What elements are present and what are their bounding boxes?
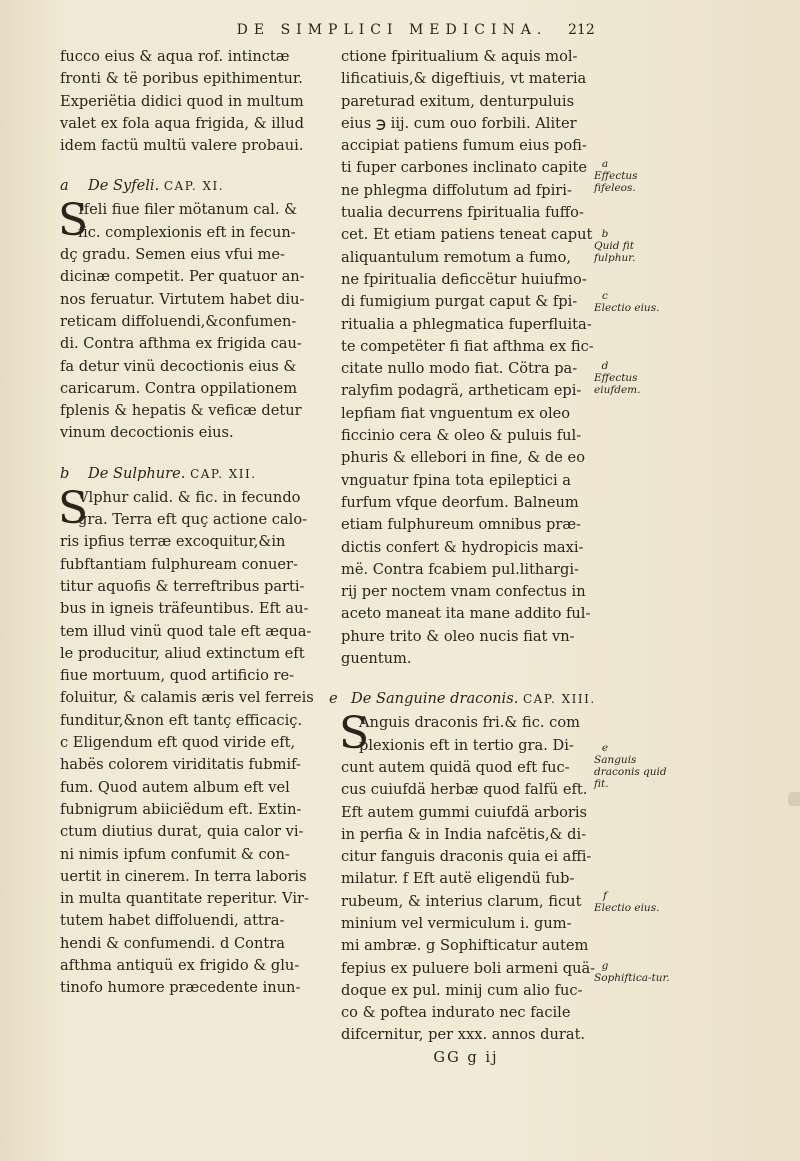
text-line: afthma antiquü ex frigido & glu- xyxy=(60,956,300,974)
text-line: vnguatur fpina tota epileptici a xyxy=(341,471,571,489)
text-line: fronti & të poribus epithimentur. xyxy=(60,70,303,88)
note-text: Effectus eiufdem. xyxy=(594,372,641,396)
text-line: më. Contra fcabiem pul.lithargi- xyxy=(341,560,579,578)
marginal-note-c xyxy=(594,290,674,314)
text-line: dictis confert & hydropicis maxi- xyxy=(341,538,584,556)
text-line: phuris & ellebori in fine, & de eo xyxy=(341,449,585,467)
text-line: mi ambræ. g Sophifticatur autem xyxy=(341,937,589,955)
marginal-note-a xyxy=(594,158,674,194)
drop-cap: S xyxy=(58,482,89,534)
text-line: ne phlegma diffolutum ad fpiri- xyxy=(341,181,572,199)
text-line: ti fuper carbones inclinato capite xyxy=(341,159,588,177)
text-line: minium vel vermiculum i. gum- xyxy=(341,914,572,932)
text-line: ctione fpiritualium & aquis mol- xyxy=(341,48,578,65)
chapter-number: CAP. XII. xyxy=(190,466,257,481)
note-letter: g xyxy=(601,960,609,972)
text-line: fum. Quod autem album eft vel xyxy=(60,778,290,796)
chapter-number: CAP. XIII. xyxy=(522,692,596,707)
text-line: in perfia & in India nafcëtis,& di- xyxy=(341,825,587,843)
text-line: doque ex pul. minij cum alio fuc- xyxy=(341,981,583,999)
text-line: ritualia a phlegmatica fuperfluita- xyxy=(341,315,592,333)
folio-number: 212 xyxy=(568,22,595,38)
text-line: reticam diffoluendi,&confumen- xyxy=(60,312,297,330)
text-line: bus in igneis träfeuntibus. Eft au- xyxy=(60,600,309,618)
left-column xyxy=(58,46,314,1000)
text-line: furfum vfque deorfum. Balneum xyxy=(341,493,579,511)
text-line: Experiëtia didici quod in multum xyxy=(60,92,304,110)
note-letter: e xyxy=(601,742,609,754)
text-line: citur fanguis draconis quia ei affi- xyxy=(341,848,592,866)
text-line: hendi & confumendi. d Contra xyxy=(60,934,285,952)
text-line: citate nullo modo fiat. Cötra pa- xyxy=(341,360,578,378)
drop-cap: S xyxy=(58,195,89,247)
text-line: plexionis eft in tertio gra. Di- xyxy=(359,736,574,754)
text-run: Anguis draconis fri.& fic. com xyxy=(359,714,580,732)
text-line: milatur. f Eft autë eligendü fub- xyxy=(341,870,575,888)
text-line: titur aquofis & terreftribus parti- xyxy=(60,577,305,595)
note-letter: b xyxy=(60,464,70,482)
drop-cap: S xyxy=(339,708,370,760)
text-line: c Eligendum eft quod viride eft, xyxy=(60,734,296,752)
note-text: Sanguis draconis quid fit. xyxy=(594,754,667,790)
note-text: Effectus fifeleos. xyxy=(594,170,638,194)
chapter-heading-sanguine xyxy=(329,686,596,712)
note-text: Electio eius. xyxy=(594,302,660,314)
text-line: idem factü multü valere probaui. xyxy=(60,137,304,155)
text-line: tualia decurrens fpiritualia fuffo- xyxy=(341,204,584,222)
text-line: fic. complexionis eft in fecun- xyxy=(78,223,296,241)
text-line: uertit in cinerem. In terra laboris xyxy=(60,867,307,885)
text-line: aliquantulum remotum a fumo, xyxy=(341,248,572,266)
text-line: eius ℈ iij. cum ouo forbili. Aliter xyxy=(341,114,577,132)
text-line: accipiat patiens fumum eius pofi- xyxy=(341,137,587,155)
text-line: vinum decoctionis eius. xyxy=(60,424,234,442)
text-line: gra. Terra eft quç actione calo- xyxy=(78,511,308,529)
text-line: fplenis & hepatis & veficæ detur xyxy=(60,402,302,420)
text-line: fa detur vinü decoctionis eius & xyxy=(60,357,297,375)
text-line: lificatiuis,& digeftiuis, vt materia xyxy=(341,70,587,88)
marginal-note-d xyxy=(594,360,674,396)
text-line: cet. Et etiam patiens teneat caput xyxy=(341,226,593,244)
text-run: Vlphur calid. & fic. in fecundo xyxy=(78,488,301,506)
text-line: tem illud vinü quod tale eft æqua- xyxy=(60,622,312,640)
note-letter: a xyxy=(60,177,69,195)
text-line: rubeum, & interius clarum, ficut xyxy=(341,892,582,910)
note-letter: f xyxy=(603,890,607,902)
text-line: pareturad exitum, denturpuluis xyxy=(341,92,575,110)
note-letter: e xyxy=(329,690,338,708)
marginal-note-e xyxy=(594,742,674,790)
running-head: DE SIMPLICI MEDICINA. xyxy=(236,22,548,38)
chapter-heading-syfeli xyxy=(60,173,310,199)
text-line: ficcinio cera & oleo & puluis ful- xyxy=(341,427,582,445)
chapter-title: De Syfeli. xyxy=(88,177,160,195)
note-letter: d xyxy=(601,360,609,372)
text-line: cunt autem quidä quod eft fuc- xyxy=(341,758,570,776)
text-line: te competëter fi fiat afthma ex fic- xyxy=(341,337,594,355)
text-line: dicinæ competit. Per quatuor an- xyxy=(60,268,305,286)
chapter-title: De Sanguine draconis. xyxy=(351,690,519,708)
text-line: fepius ex puluere boli armeni quä- xyxy=(341,959,596,977)
right-column xyxy=(329,46,596,1069)
note-letter: b xyxy=(601,228,609,240)
text-line: caricarum. Contra oppilationem xyxy=(60,379,298,397)
text-line: funditur,&non eft tantç efficaciç. xyxy=(60,711,303,729)
note-letter: a xyxy=(601,158,609,170)
text-line: fubnigrum abiiciëdum eft. Extin- xyxy=(60,800,302,818)
text-line: ni nimis ipfum confumit & con- xyxy=(60,845,290,863)
text-run: Ifeli fiue filer mötanum cal. & xyxy=(78,201,298,219)
text-line: ris ipfius terræ excoquitur,&in xyxy=(60,533,286,551)
text-line: lepfiam fiat vnguentum ex oleo xyxy=(341,404,571,422)
text-line: in multa quantitate reperitur. Vir- xyxy=(60,890,309,908)
text-line: co & poftea indurato nec facile xyxy=(341,1004,571,1022)
text-line: fiue mortuum, quod artificio re- xyxy=(60,667,295,685)
text-line: foluitur, & calamis æris vel ferreis xyxy=(60,689,314,707)
text-line: fubftantiam fulphuream conuer- xyxy=(60,555,298,573)
text-line: etiam fulphureum omnibus præ- xyxy=(341,516,581,534)
text-line: nos feruatur. Virtutem habet diu- xyxy=(60,290,305,308)
marginal-note-f xyxy=(594,890,674,914)
text-line: tutem habet diffoluendi, attra- xyxy=(60,912,285,930)
note-text: Sophiftica-tur. xyxy=(594,972,670,984)
text-line: aceto maneat ita mane addito ful- xyxy=(341,605,591,623)
text-line: ne fpiritualia deficcëtur huiufmo- xyxy=(341,270,587,288)
marginal-note-b xyxy=(594,228,674,264)
text-line: habës colorem viriditatis fubmif- xyxy=(60,756,301,774)
text-line: phure trito & oleo nucis fiat vn- xyxy=(341,627,575,645)
note-text: Electio eius. xyxy=(594,902,660,914)
chapter-heading-sulphure xyxy=(60,461,310,487)
signature-mark: GG g ij xyxy=(433,1048,499,1066)
text-line: valet ex fola aqua frigida, & illud xyxy=(60,114,304,132)
chapter-title: De Sulphure. xyxy=(88,464,186,482)
text-line: cus cuiufdä herbæ quod falfü eft. xyxy=(341,781,588,799)
text-line: tinofo humore præcedente inun- xyxy=(60,979,301,997)
text-line: ralyfim podagrä, artheticam epi- xyxy=(341,382,582,400)
text-line: dç gradu. Semen eius vfui me- xyxy=(60,246,285,264)
text-line: di. Contra afthma ex frigida cau- xyxy=(60,335,302,353)
note-letter: c xyxy=(602,290,608,302)
text-line: fucco eius & aqua rof. intinctæ xyxy=(60,48,290,65)
marginal-note-g xyxy=(594,960,674,984)
note-text: Quid fit fulphur. xyxy=(594,240,636,264)
text-line: di fumigium purgat caput & fpi- xyxy=(341,293,578,311)
page-header xyxy=(0,22,800,46)
chapter-number: CAP. XI. xyxy=(163,179,225,194)
text-line: le producitur, aliud extinctum eft xyxy=(60,644,305,662)
text-line: ctum diutius durat, quia calor vi- xyxy=(60,823,304,841)
text-line: Eft autem gummi cuiufdä arboris xyxy=(341,803,588,821)
text-line: rij per noctem vnam confectus in xyxy=(341,583,586,601)
page-edge-tab xyxy=(788,792,800,806)
text-line: difcernitur, per xxx. annos durat. xyxy=(341,1026,586,1044)
text-line: guentum. xyxy=(341,650,412,668)
